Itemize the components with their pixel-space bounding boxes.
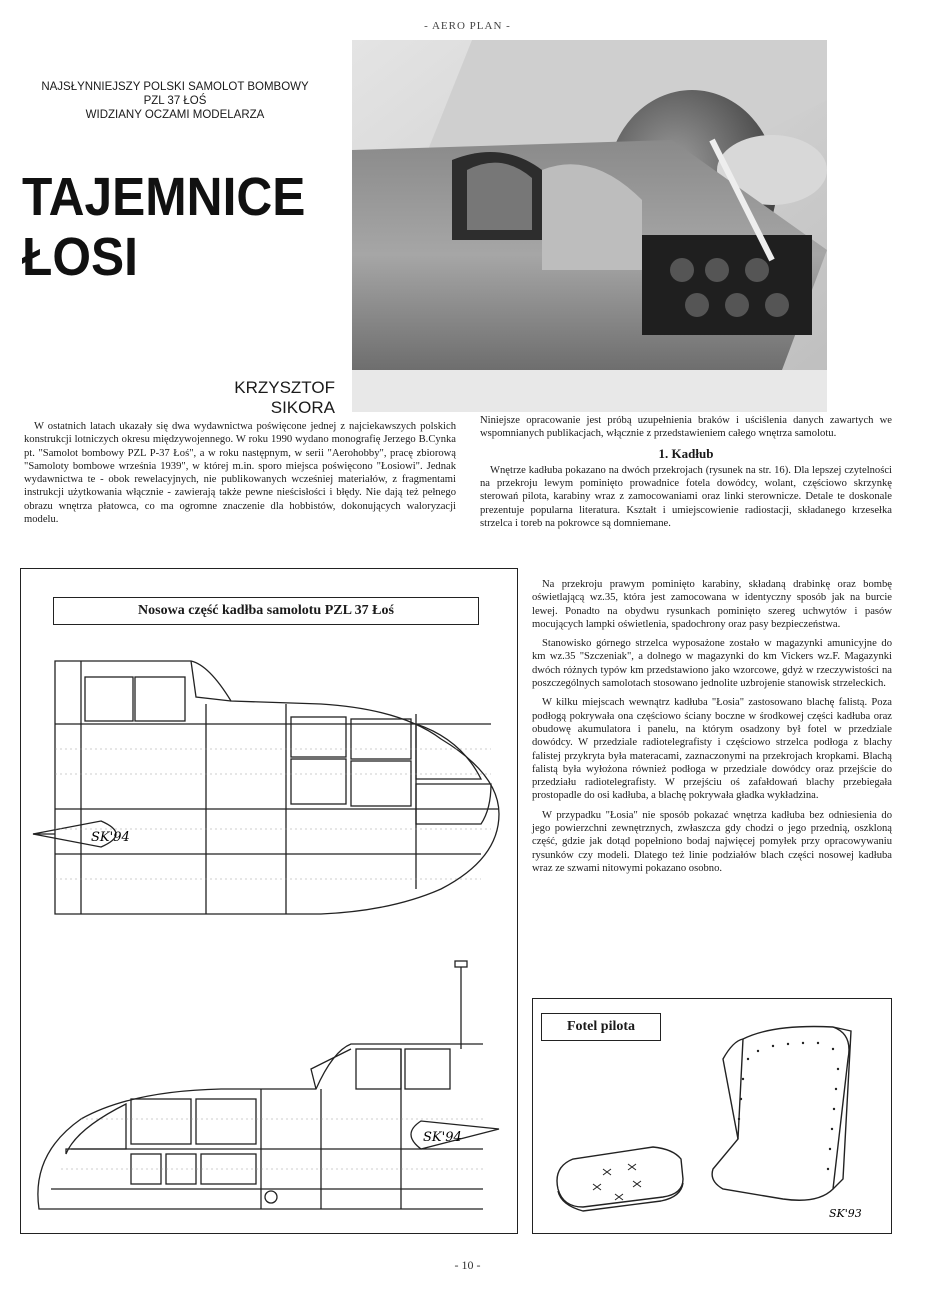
article-kicker — [40, 80, 310, 122]
right-column-top — [480, 414, 892, 536]
paragraph-2: Na przekroju prawym pominięto karabiny, składaną drabinkę oraz bombę oświetlającą wz.35, która jest zamocowana w identyczny sposób jak na burcie lewej. Ponadto na obydwu rysunkach pominięto szereg uchwytów i pasów mocujących lampki oświetlenia, spadochrony oraz pasy bezpieczeństwa. — [532, 579, 892, 630]
article-title-line-2: ŁOSI — [22, 227, 138, 287]
paragraph-5: W przypadku "Łosia" nie sposób pokazać wnętrza kadłuba bez odniesienia do jego powierzchni zewnętrznych, zwłaszcza gdy chodzi o jego przednią, oszkloną część, gdzie jak dotąd popełniono bodaj najwięcej pomyłek przy opracowywaniu rysunków czy modeli. Dlatego też linie podziałów blach części nosowej kadłuba wraz ze szwami nitowymi pokazano osobno. — [532, 809, 892, 874]
right-intro-text: Niniejsze opracowanie jest próbą uzupełnienia braków i uściślenia danych zawartych we wspomnianych publikacjach, włącznie z przedstawieniem całego wnętrza samolotu. — [480, 415, 892, 440]
intro-paragraph — [24, 420, 456, 532]
designer-signature: SK'93 — [829, 1207, 862, 1220]
intro-text: W ostatnich latach ukazały się dwa wydawnictwa poświęcone jednej z najciekawszych polskich konstrukcji lotniczych okresu międzywojennego. W roku 1990 wydano monografię Jerzego B.Cynka pt. "Samolot bombowy PZL P-37 Łoś", a w roku następnym, w serii "Aerohobby", pracę zbiorową "Samoloty bombowe września 1939", w której m.in. sporo miejsca poświęcono "Łosiowi". Jednak wydawnictwa te - obok rewelacyjnych, nie publikowanych wcześniej materiałów, z fragmentami instrukcji użytkowania włącznie - zawierają także pewne nieścisłości i błędy. Nie dają też pełnego obrazu wnętrza płatowca, co ma ogromne znaczenie dla hobbistów, dokonujących waloryzacji modelu. — [24, 421, 456, 526]
nose-drawing-figure — [20, 568, 518, 1234]
kicker-line: NAJSŁYNNIEJSZY POLSKI SAMOLOT BOMBOWY — [41, 81, 309, 93]
section-heading: 1. Kadłub — [658, 445, 714, 461]
right-column-narrow — [532, 578, 892, 881]
paragraph-4: W kilku miejscach wewnątrz kadłuba "Łosia" zastosowano blachę falistą. Poza podłogą pokrywała ona częściowo ściany boczne w środkowej części kadłuba oraz obudowę akumulatora i panelu, na którym osadzony był fotel w przedziale dowódcy. W przedziale radiotelegrafisty i częściowo strzelca podłoga z blachy falistej przykryta była materacami, zaznaczonymi na przekrojach kropkami. Blachą falistą była wyłożona również podłoga w przedziale dowódcy oraz przejście do przedziału radiotelegrafisty. W przejściu oś zafałdowań blachy przebiegała prostopadle do osi kadłuba, a blachę pokrywała gładka wykładzina. — [532, 697, 892, 802]
paragraph-3: Stanowisko górnego strzelca wyposażone zostało w magazynki amunicyjne do km wz.35 "Szczeniak", a dolnego w magazynki do km Vickers wz.F. Magazynki dwóch różnych typów km przedstawiono jako wzorcowe, gdyż w rzeczywistości na poszczególnych samolotach stosowano jednolite uzbrojenie stanowisk strzeleckich. — [532, 638, 892, 690]
seat-drawing-svg — [533, 999, 891, 1233]
article-author: KRZYSZTOF SIKORA — [234, 378, 335, 417]
seat-figure-title: Fotel pilota — [541, 1013, 661, 1041]
designer-signature: SK'94 — [91, 830, 130, 845]
article-title-line-1: TAJEMNICE — [22, 167, 306, 227]
cockpit-photo — [352, 40, 827, 412]
kicker-line: PZL 37 ŁOŚ — [143, 95, 207, 107]
nose-figure-title: Nosowa część kadłba samolotu PZL 37 Łoś — [53, 597, 479, 625]
designer-signature: SK'94 — [423, 1130, 462, 1145]
kicker-line: WIDZIANY OCZAMI MODELARZA — [85, 109, 265, 121]
paragraph-1: Wnętrze kadłuba pokazano na dwóch przekrojach (rysunek na str. 16). Dla lepszej czytelności na przekroju lewym pominięto prowadnice fotela dowódcy, wolant, częściowo skrzynkę sterowań pilota, karabiny wraz z zamocowaniami oraz linki sterownicze. Detale te doskonale prezentuje popularna literatura. Kształt i umiejscowienie radiostacji, składanego krzesełka strzelca i toreb na pokrowce są domniemane. — [480, 464, 892, 530]
running-head: - AERO PLAN - — [424, 20, 511, 32]
pilot-seat-figure — [532, 998, 892, 1234]
page-number: - 10 - — [454, 1258, 481, 1272]
nose-drawings-svg — [21, 649, 517, 1229]
